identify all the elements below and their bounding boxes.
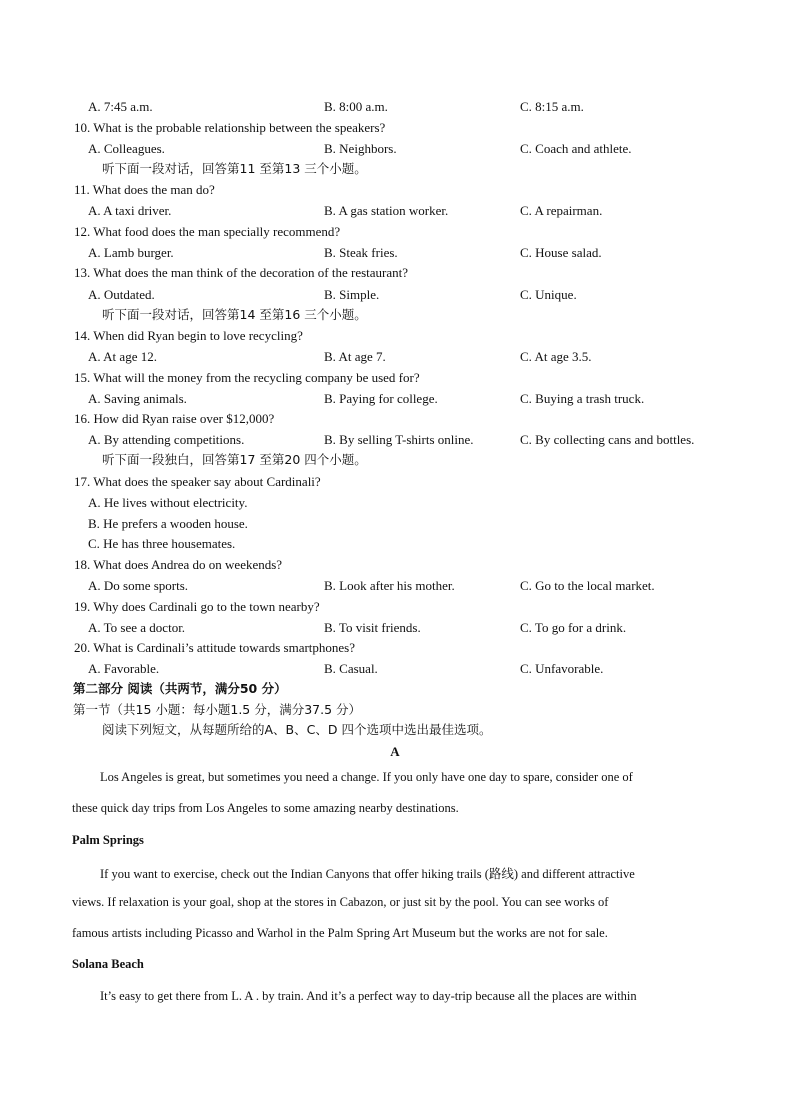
q19-option-b: B. To visit friends. bbox=[324, 620, 421, 635]
q12-option-a: A. Lamb burger. bbox=[88, 245, 174, 260]
q20-option-b: B. Casual. bbox=[324, 661, 378, 676]
q14-option-b: B. At age 7. bbox=[324, 349, 386, 364]
passage-para2-line3: famous artists including Picasso and Warhol in the Palm Spring Art Museum but the works are not for sale. bbox=[72, 926, 608, 940]
q19-option-c: C. To go for a drink. bbox=[520, 620, 627, 635]
q17-option-c: C. He has three housemates. bbox=[88, 536, 236, 551]
passage-para1-line1: Los Angeles is great, but sometimes you need a change. If you only have one day to spare, consider one of bbox=[100, 770, 633, 784]
q11-option-a: A. A taxi driver. bbox=[88, 203, 172, 218]
q9-option-b: B. 8:00 a.m. bbox=[324, 99, 388, 114]
q16-option-b: B. By selling T-shirts online. bbox=[324, 432, 474, 447]
q16-text: 16. How did Ryan raise over $12,000? bbox=[74, 411, 275, 426]
reading-instruction: 阅读下列短文，从每题所给的A、B、C、D 四个选项中选出最佳选项。 bbox=[102, 722, 492, 737]
q20-option-a: A. Favorable. bbox=[88, 661, 160, 676]
heading-solana-beach: Solana Beach bbox=[72, 957, 144, 971]
q14-option-c: C. At age 3.5. bbox=[520, 349, 592, 364]
q18-option-a: A. Do some sports. bbox=[88, 578, 189, 593]
q9-option-a: A. 7:45 a.m. bbox=[88, 99, 153, 114]
q15-option-c: C. Buying a trash truck. bbox=[520, 391, 645, 406]
passage-para1-line2: these quick day trips from Los Angeles to some amazing nearby destinations. bbox=[72, 801, 459, 815]
q10-option-c: C. Coach and athlete. bbox=[520, 141, 632, 156]
heading-palm-springs: Palm Springs bbox=[72, 833, 144, 847]
q17-text: 17. What does the speaker say about Cardinali? bbox=[74, 474, 321, 489]
q16-option-a: A. By attending competitions. bbox=[88, 432, 245, 447]
q17-option-a: A. He lives without electricity. bbox=[88, 495, 248, 510]
q18-option-c: C. Go to the local market. bbox=[520, 578, 655, 593]
q18-option-b: B. Look after his mother. bbox=[324, 578, 455, 593]
q17-option-b: B. He prefers a wooden house. bbox=[88, 516, 248, 531]
q11-option-b: B. A gas station worker. bbox=[324, 203, 449, 218]
instruction-11-13: 听下面一段对话，回答第11 至第13 三个小题。 bbox=[102, 161, 367, 176]
q14-text: 14. When did Ryan begin to love recycling? bbox=[74, 328, 303, 343]
q19-text: 19. Why does Cardinali go to the town nearby? bbox=[74, 599, 320, 614]
q20-text: 20. What is Cardinali’s attitude towards smartphones? bbox=[74, 640, 356, 655]
passage-para2-line2: views. If relaxation is your goal, shop at the stores in Cabazon, or just sit by the pool. You can see works of bbox=[72, 895, 609, 909]
q10-option-b: B. Neighbors. bbox=[324, 141, 397, 156]
q15-option-b: B. Paying for college. bbox=[324, 391, 438, 406]
passage-para2-line1: If you want to exercise, check out the Indian Canyons that offer hiking trails (路线) and different attractive bbox=[100, 867, 635, 881]
q12-option-c: C. House salad. bbox=[520, 245, 602, 260]
q13-option-b: B. Simple. bbox=[324, 287, 380, 302]
q19-option-a: A. To see a doctor. bbox=[88, 620, 186, 635]
q13-option-a: A. Outdated. bbox=[88, 287, 155, 302]
q9-option-c: C. 8:15 a.m. bbox=[520, 99, 584, 114]
q16-option-c: C. By collecting cans and bottles. bbox=[520, 432, 695, 447]
passage-para3-line1: It’s easy to get there from L. A . by train. And it’s a perfect way to day-trip because all the places are within bbox=[100, 989, 637, 1003]
q10-text: 10. What is the probable relationship between the speakers? bbox=[74, 120, 386, 135]
q14-option-a: A. At age 12. bbox=[88, 349, 157, 364]
q13-text: 13. What does the man think of the decoration of the restaurant? bbox=[74, 265, 409, 280]
passage-label: A bbox=[390, 744, 400, 759]
q10-option-a: A. Colleagues. bbox=[88, 141, 165, 156]
instruction-17-20: 听下面一段独白，回答第17 至第20 四个小题。 bbox=[102, 452, 367, 467]
q12-option-b: B. Steak fries. bbox=[324, 245, 398, 260]
q18-text: 18. What does Andrea do on weekends? bbox=[74, 557, 283, 572]
q11-option-c: C. A repairman. bbox=[520, 203, 603, 218]
q13-option-c: C. Unique. bbox=[520, 287, 577, 302]
q11-text: 11. What does the man do? bbox=[74, 182, 215, 197]
instruction-14-16: 听下面一段对话，回答第14 至第16 三个小题。 bbox=[102, 307, 367, 322]
q20-option-c: C. Unfavorable. bbox=[520, 661, 604, 676]
section1-heading: 第一节（共15 小题：每小题1.5 分，满分37.5 分） bbox=[73, 702, 362, 717]
q12-text: 12. What food does the man specially recommend? bbox=[74, 224, 341, 239]
part2-heading: 第二部分 阅读（共两节，满分50 分） bbox=[73, 681, 287, 696]
q15-option-a: A. Saving animals. bbox=[88, 391, 187, 406]
q15-text: 15. What will the money from the recycling company be used for? bbox=[74, 370, 420, 385]
